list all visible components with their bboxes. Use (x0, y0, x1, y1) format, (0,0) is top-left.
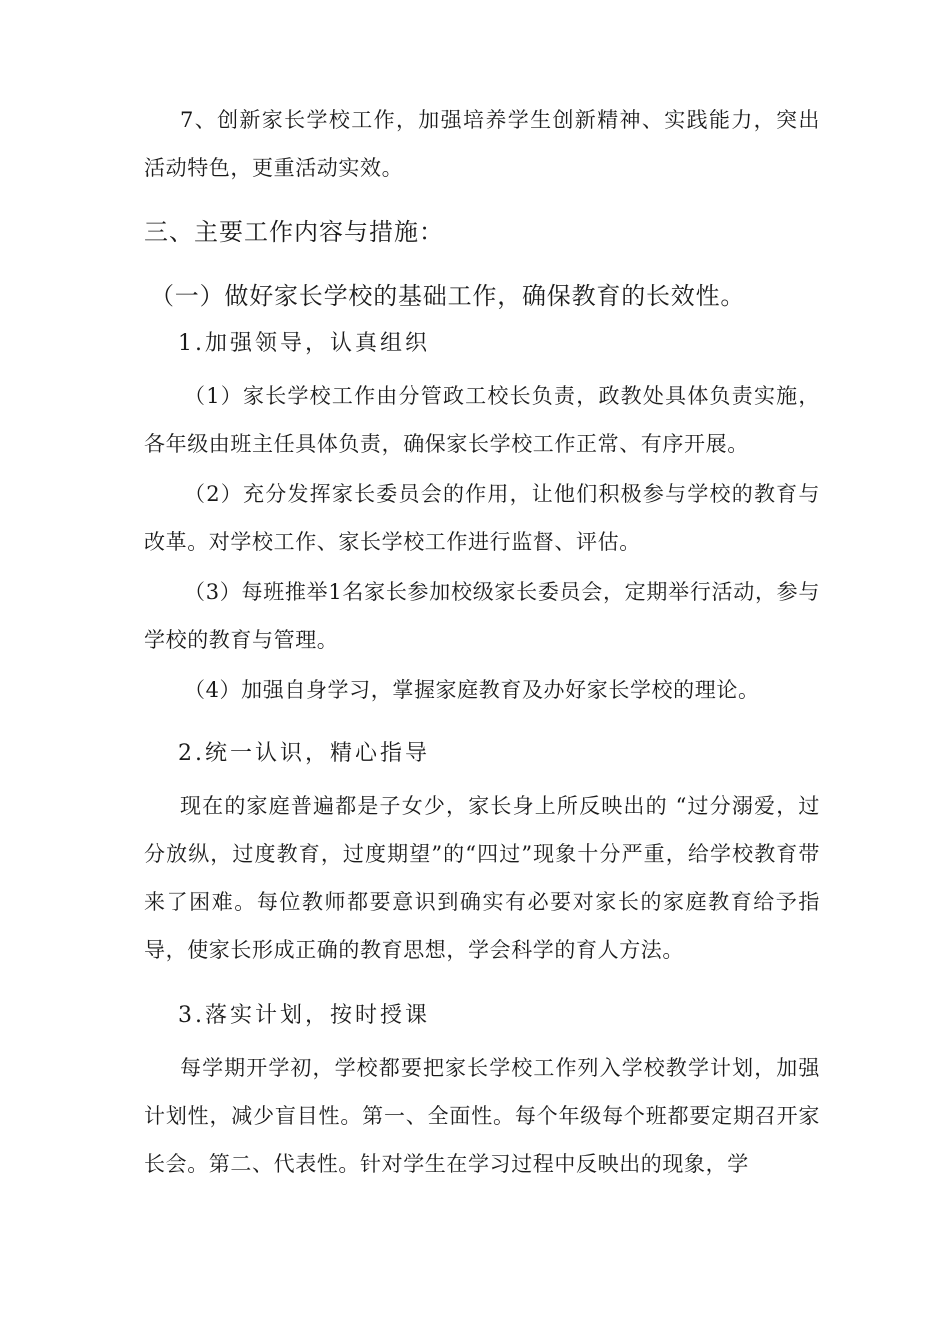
section-3-heading: 三、主要工作内容与措施： (144, 218, 444, 246)
item-3-paragraph-1: 每学期开学初，学校都要把家长学校工作列入学校教学计划，加强计划性，减少盲目性。第一、全面性。每个年级每个班都要定期召开家长会。第二、代表性。针对学生在学习过程中反映出的现象，学 (144, 1056, 820, 1176)
item-1-paragraph-4: （4）加强自身学习，掌握家庭教育及办好家长学校的理论。 (184, 678, 760, 702)
item-1-heading: 1.加强领导，认真组织 (178, 331, 430, 356)
item-1-paragraph-2: （2）充分发挥家长委员会的作用，让他们积极参与学校的教育与改革。对学校工作、家长学校工作进行监督、评估。 (144, 482, 820, 554)
item-3-heading: 3.落实计划，按时授课 (178, 1003, 430, 1028)
item-2-heading: 2.统一认识，精心指导 (178, 741, 430, 766)
item-1-paragraph-3: （3）每班推举1名家长参加校级家长委员会，定期举行活动，参与学校的教育与管理。 (144, 580, 820, 652)
subsection-1-heading: （一）做好家长学校的基础工作，确保教育的长效性。 (150, 282, 746, 310)
paragraph-7: 7、创新家长学校工作，加强培养学生创新精神、实践能力，突出活动特色，更重活动实效。 (144, 108, 820, 180)
item-1-paragraph-1: （1）家长学校工作由分管政工校长负责，政教处具体负责实施，各年级由班主任具体负责，确保家长学校工作正常、有序开展。 (144, 384, 820, 456)
item-2-paragraph-1: 现在的家庭普遍都是子女少，家长身上所反映出的 “过分溺爱，过分放纵，过度教育，过度期望”的“四过”现象十分严重，给学校教育带来了困难。每位教师都要意识到确实有必要对家长的家庭教育给予指导，使家长形成正确的教育思想，学会科学的育人方法。 (144, 794, 820, 962)
